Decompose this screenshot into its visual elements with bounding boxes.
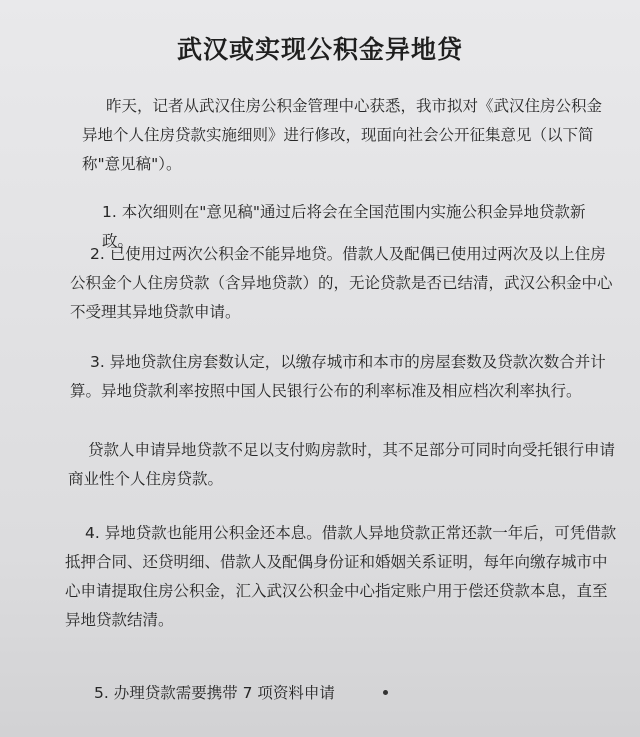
item-3-extra-paragraph: 贷款人申请异地贷款不足以支付购房款时，其不足部分可同时向受托银行申请商业性个人住房贷款。 <box>68 441 616 488</box>
page-title: 武汉或实现公积金异地贷 <box>176 35 463 64</box>
ink-spot <box>383 690 388 695</box>
item-3-paragraph: 3. 异地贷款住房套数认定，以缴存城市和本市的房屋套数及贷款次数合并计算。异地贷款利率按照中国人民银行公布的利率标准及相应档次利率执行。 <box>70 353 606 400</box>
intro-paragraph: 昨天，记者从武汉住房公积金管理中心获悉，我市拟对《武汉住房公积金异地个人住房贷款实施细则》进行修改，现面向社会公开征集意见（以下简称"意见稿"）。 <box>82 97 603 173</box>
item-2-paragraph: 2. 已使用过两次公积金不能异地贷。借款人及配偶已使用过两次及以上住房公积金个人住房贷款（含异地贷款）的，无论贷款是否已结清，武汉公积金中心不受理其异地贷款申请。 <box>70 245 613 321</box>
item-1-paragraph: 1. 本次细则在"意见稿"通过后将会在全国范围内实施公积金异地贷款新政。 <box>102 203 586 250</box>
item-5-paragraph: 5. 办理贷款需要携带 7 项资料申请 <box>94 684 335 702</box>
item-4-paragraph: 4. 异地贷款也能用公积金还本息。借款人异地贷款正常还款一年后，可凭借款抵押合同、还贷明细、借款人及配偶身份证和婚姻关系证明，每年向缴存城市中心申请提取住房公积金，汇入武汉公积金中心指定账户用于偿还贷款本息，直至异地贷款结清。 <box>65 524 617 629</box>
